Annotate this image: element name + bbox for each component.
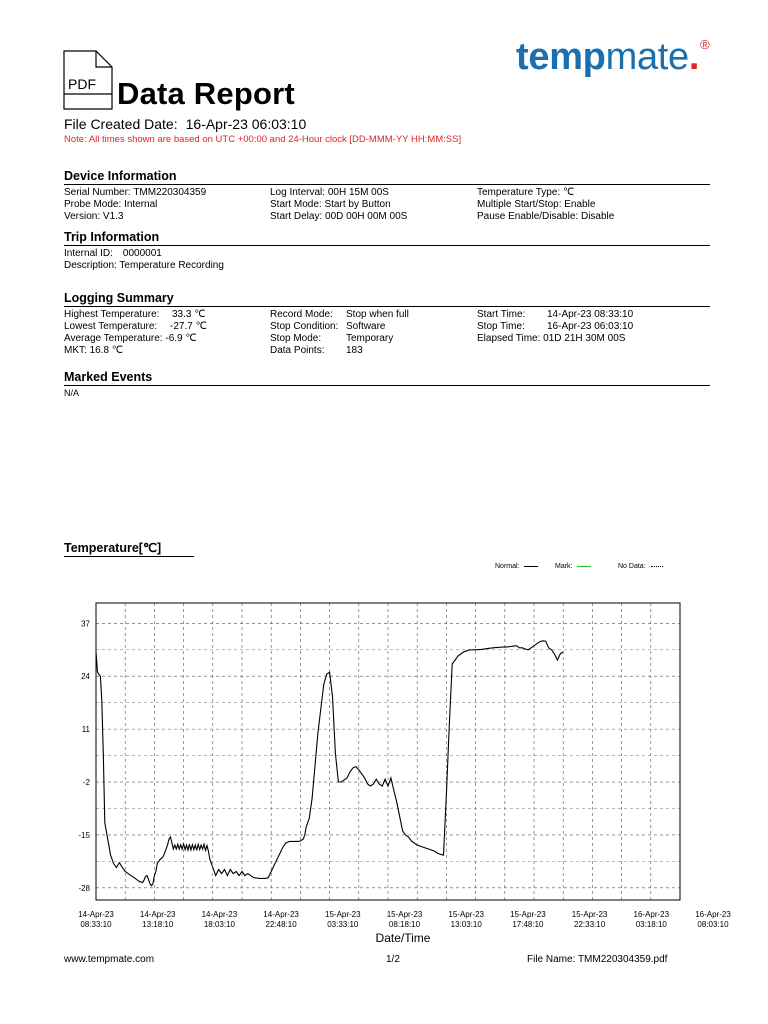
section-divider	[64, 184, 710, 185]
serial-label: Serial Number:	[64, 187, 131, 198]
pause-label: Pause Enable/Disable:	[477, 211, 579, 222]
legend-normal	[495, 563, 538, 570]
start-mode-value: Start by Button	[324, 199, 391, 210]
lowest-label: Lowest Temperature:	[64, 321, 158, 332]
start-mode	[270, 199, 391, 210]
section-divider	[64, 306, 710, 307]
average-temperature	[64, 333, 197, 344]
data-points-label: Data Points:	[270, 345, 325, 356]
trip-information-title: Trip Information	[64, 230, 160, 244]
report-title: Data Report	[117, 76, 295, 111]
x-tick-time-label: 22:48:10	[265, 920, 297, 929]
legend-no-data	[618, 563, 663, 570]
registered-mark: ®	[700, 37, 710, 52]
stop-time	[477, 321, 633, 332]
marked-events-title: Marked Events	[64, 370, 153, 384]
x-tick-date-label: 14-Apr-23	[263, 910, 299, 919]
highest-temperature	[64, 309, 205, 320]
multiple-start-stop	[477, 199, 595, 210]
legend-normal-label: Normal:	[495, 563, 520, 570]
x-tick-time-label: 13:18:10	[142, 920, 174, 929]
x-tick-date-label: 16-Apr-23	[695, 910, 731, 919]
x-tick-time-label: 18:03:10	[203, 920, 235, 929]
x-tick-date-label: 14-Apr-23	[201, 910, 238, 919]
tempmate-logo	[516, 36, 708, 79]
stop-condition-label: Stop Condition:	[270, 321, 339, 332]
x-tick-date-label: 15-Apr-23	[386, 910, 423, 919]
record-mode-value: Stop when full	[346, 309, 409, 320]
mkt-label: MKT:	[64, 345, 87, 356]
internal-id-label: Internal ID:	[64, 248, 113, 259]
legend-nodata-label: No Data:	[618, 563, 646, 570]
utc-note: Note: All times shown are based on UTC +00:00 and 24-Hour clock [DD-MMM-YY HH:MM:SS]	[64, 134, 462, 145]
start-time	[477, 309, 633, 320]
average-value: -6.9 ℃	[165, 333, 197, 344]
version-label: Version:	[64, 211, 101, 222]
stop-condition-value: Software	[346, 321, 386, 332]
device-information-title: Device Information	[64, 169, 177, 183]
record-mode-label: Record Mode:	[270, 309, 333, 320]
title-underline	[64, 556, 194, 557]
stop-time-label: Stop Time:	[477, 321, 525, 332]
legend-mark-swatch	[577, 566, 591, 567]
stop-mode-label: Stop Mode:	[270, 333, 322, 344]
multi-value: Enable	[564, 199, 596, 210]
internal-id	[64, 248, 162, 259]
start-delay-label: Start Delay:	[270, 211, 323, 222]
legend-normal-swatch	[524, 566, 538, 567]
log-interval	[270, 187, 389, 198]
average-label: Average Temperature:	[64, 333, 163, 344]
x-tick-date-label: 14-Apr-23	[139, 910, 176, 919]
y-tick-label: -15	[78, 830, 90, 840]
logging-summary-title: Logging Summary	[64, 291, 174, 305]
x-axis-label: Date/Time	[375, 931, 431, 945]
stop-time-value: 16-Apr-23 06:03:10	[547, 321, 634, 332]
x-tick-date-label: 15-Apr-23	[510, 910, 546, 919]
elapsed-time	[477, 333, 625, 344]
start-delay-value: 00D 00H 00M 00S	[325, 211, 408, 222]
temperature-chart	[0, 590, 768, 950]
start-time-value: 14-Apr-23 08:33:10	[547, 309, 634, 320]
pdf-icon-label: PDF	[68, 76, 96, 92]
logo-dot: .	[688, 36, 700, 78]
x-tick-time-label: 03:18:10	[635, 920, 667, 929]
temp-type-label: Temperature Type:	[477, 187, 561, 198]
pdf-file-icon	[63, 50, 113, 110]
y-tick-label: 24	[81, 672, 90, 682]
mkt-value: 16.8 ℃	[89, 345, 124, 356]
legend-mark	[555, 563, 591, 570]
logo-bold-text: temp	[516, 36, 606, 78]
footer-page-number: 1/2	[386, 954, 400, 965]
probe-mode	[64, 199, 157, 210]
y-tick-label: 37	[81, 619, 90, 629]
probe-label: Probe Mode:	[64, 199, 122, 210]
legend-nodata-swatch	[651, 566, 663, 567]
internal-id-value: 0000001	[122, 248, 162, 259]
footer-website: www.tempmate.com	[64, 954, 155, 965]
stop-mode-value: Temporary	[346, 333, 394, 344]
serial-number	[64, 187, 206, 198]
highest-label: Highest Temperature:	[64, 309, 160, 320]
marked-events-value: N/A	[64, 388, 80, 398]
log-interval-label: Log Interval:	[270, 187, 326, 198]
x-tick-time-label: 08:03:10	[697, 920, 729, 929]
serial-value: TMM220304359	[133, 187, 207, 198]
created-value: 16-Apr-23 06:03:10	[185, 116, 307, 132]
record-mode	[270, 309, 409, 320]
data-points-value: 183	[346, 345, 363, 356]
start-delay	[270, 211, 407, 222]
version-value: V1.3	[102, 211, 124, 222]
mkt	[64, 345, 123, 356]
start-time-label: Start Time:	[477, 309, 526, 320]
x-tick-date-label: 14-Apr-23	[78, 910, 114, 919]
description-label: Description:	[64, 260, 117, 271]
log-interval-value: 00H 15M 00S	[327, 187, 389, 198]
pause-value: Disable	[580, 211, 615, 222]
y-tick-label: -28	[78, 883, 90, 893]
x-tick-time-label: 13:03:10	[450, 920, 482, 929]
probe-value: Internal	[124, 199, 158, 210]
elapsed-value: 01D 21H 30M 00S	[543, 333, 626, 344]
footer-file-name: File Name: TMM220304359.pdf	[527, 954, 668, 965]
highest-value: 33.3 ℃	[172, 309, 206, 320]
section-divider	[64, 245, 710, 246]
x-tick-time-label: 22:33:10	[574, 920, 606, 929]
lowest-temperature	[64, 321, 207, 332]
created-label: File Created Date:	[64, 116, 178, 132]
temperature-chart-title: Temperature[℃]	[64, 541, 162, 555]
section-divider	[64, 385, 710, 386]
start-mode-label: Start Mode:	[270, 199, 322, 210]
data-points	[270, 345, 363, 356]
stop-condition	[270, 321, 385, 332]
x-tick-time-label: 08:33:10	[80, 920, 112, 929]
x-tick-time-label: 08:18:10	[388, 920, 421, 929]
legend-mark-label: Mark:	[555, 563, 573, 570]
x-tick-date-label: 15-Apr-23	[325, 910, 361, 919]
description-value: Temperature Recording	[119, 260, 224, 271]
version	[64, 211, 124, 222]
y-tick-label: 11	[81, 725, 90, 735]
y-tick-label: -2	[82, 778, 90, 788]
pause-enable-disable	[477, 211, 614, 222]
temperature-type	[477, 187, 574, 198]
lowest-value: -27.7 ℃	[170, 321, 207, 332]
multi-label: Multiple Start/Stop:	[477, 199, 562, 210]
x-tick-date-label: 15-Apr-23	[571, 910, 608, 919]
file-created-date	[64, 116, 306, 132]
stop-mode	[270, 333, 393, 344]
x-tick-date-label: 15-Apr-23	[448, 910, 484, 919]
logo-light-text: mate	[605, 36, 689, 78]
x-tick-time-label: 17:48:10	[512, 920, 544, 929]
temp-type-value: ℃	[562, 187, 575, 198]
x-tick-date-label: 16-Apr-23	[633, 910, 670, 919]
elapsed-label: Elapsed Time:	[477, 333, 541, 344]
description	[64, 260, 224, 271]
x-tick-time-label: 03:33:10	[327, 920, 359, 929]
